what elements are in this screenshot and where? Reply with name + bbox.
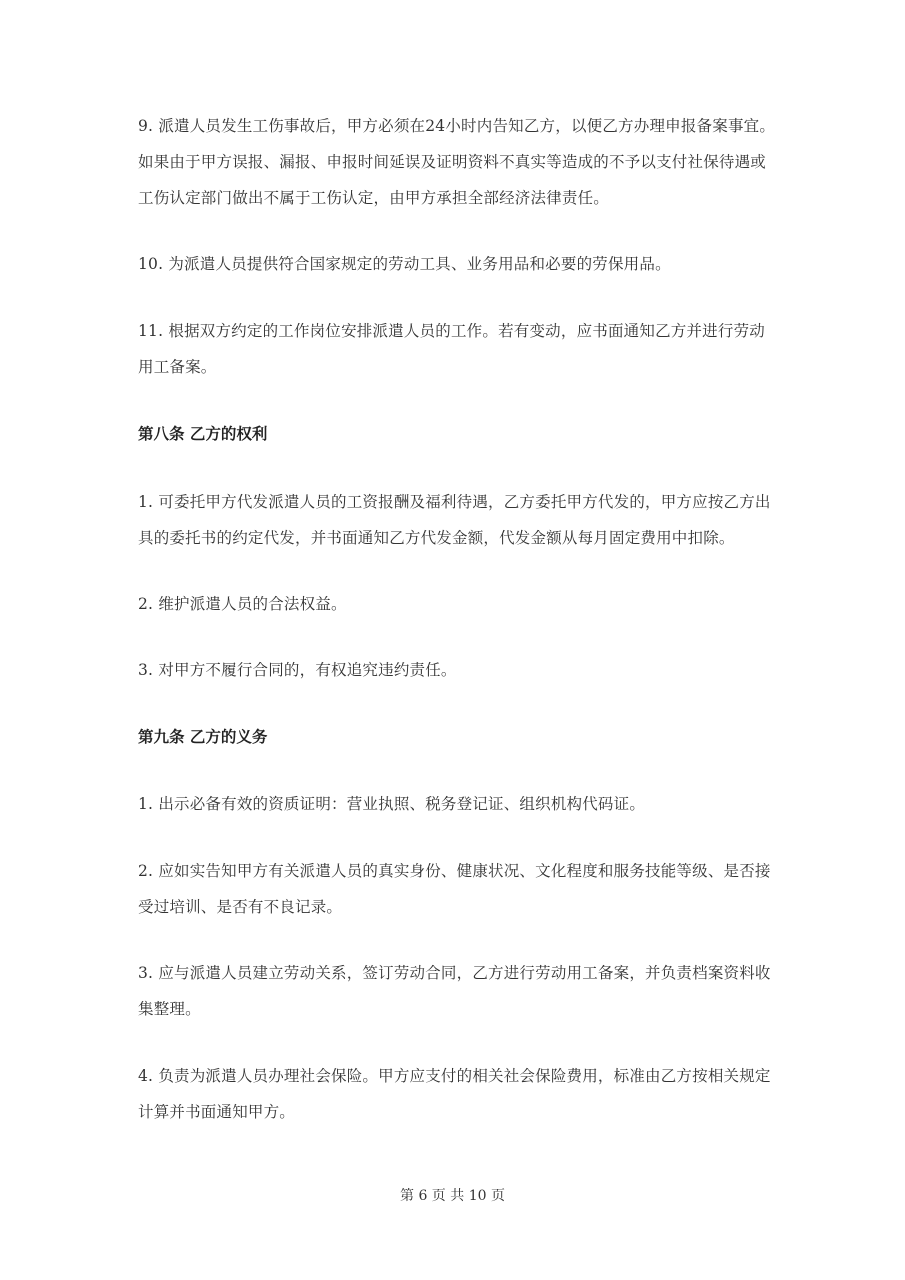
paragraph-9-1: 1. 出示必备有效的资质证明：营业执照、税务登记证、组织机构代码证。 [138, 795, 646, 813]
paragraph-8-3: 3. 对甲方不履行合同的，有权追究违约责任。 [138, 661, 457, 679]
paragraph-9-4: 4. 负责为派遣人员办理社会保险。甲方应支付的相关社会保险费用，标准由乙方按相关规定计算并书面通知甲方。 [138, 1067, 771, 1121]
paragraph-9-3: 3. 应与派遣人员建立劳动关系，签订劳动合同，乙方进行劳动用工备案，并负责档案资料收集整理。 [138, 964, 771, 1018]
paragraph-8-1: 1. 可委托甲方代发派遣人员的工资报酬及福利待遇，乙方委托甲方代发的，甲方应按乙方出具的委托书的约定代发，并书面通知乙方代发金额，代发金额从每月固定费用中扣除。 [138, 493, 771, 547]
article-9-heading: 第九条 乙方的义务 [138, 727, 268, 746]
paragraph-7-10: 10. 为派遣人员提供符合国家规定的劳动工具、业务用品和必要的劳保用品。 [138, 255, 671, 273]
article-8-heading: 第八条 乙方的权利 [138, 424, 268, 443]
page-number-footer: 第 6 页 共 10 页 [400, 1188, 505, 1204]
paragraph-7-9: 9. 派遣人员发生工伤事故后，甲方必须在24小时内告知乙方，以便乙方办理申报备案事宜。如果由于甲方误报、漏报、申报时间延误及证明资料不真实等造成的不予以支付社保待遇或工伤认定部门做出不属于工伤认定，由甲方承担全部经济法律责任。 [138, 117, 776, 207]
paragraph-8-2: 2. 维护派遣人员的合法权益。 [138, 595, 347, 613]
paragraph-7-11: 11. 根据双方约定的工作岗位安排派遣人员的工作。若有变动，应书面通知乙方并进行劳动用工备案。 [138, 322, 765, 376]
paragraph-9-2: 2. 应如实告知甲方有关派遣人员的真实身份、健康状况、文化程度和服务技能等级、是否接受过培训、是否有不良记录。 [138, 862, 771, 916]
